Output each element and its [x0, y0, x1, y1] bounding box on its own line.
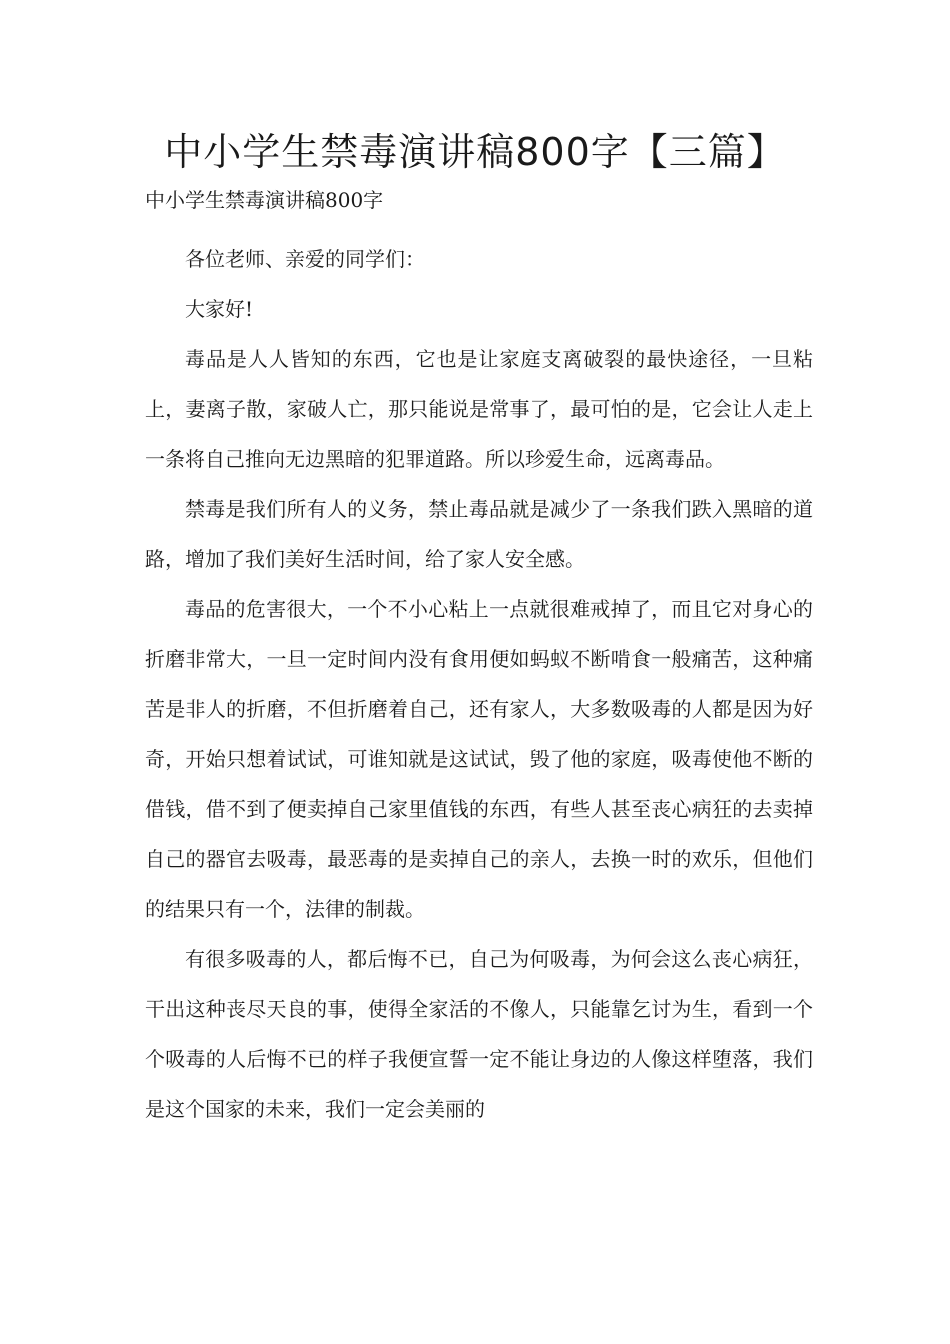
body-paragraph: 毒品的危害很大，一个不小心粘上一点就很难戒掉了，而且它对身心的折磨非常大，一旦一定时间内没有食用便如蚂蚁不断啃食一般痛苦，这种痛苦是非人的折磨，不但折磨着自己，还有家人，大多数吸毒的人都是因为好奇，开始只想着试试，可谁知就是这试试，毁了他的家庭，吸毒使他不断的借钱，借不到了便卖掉自己家里值钱的东西，有些人甚至丧心病狂的去卖掉自己的器官去吸毒，最恶毒的是卖掉自己的亲人，去换一时的欢乐，但他们的结果只有一个，法律的制裁。: [145, 597, 813, 921]
body-paragraph: 有很多吸毒的人，都后悔不已，自己为何吸毒，为何会这么丧心病狂，干出这种丧尽天良的事，使得全家活的不像人，只能靠乞讨为生，看到一个个吸毒的人后悔不已的样子我便宣誓一定不能让身边的人像这样堕落，我们是这个国家的未来，我们一定会美丽的: [145, 947, 813, 1121]
document-subtitle: 中小学生禁毒演讲稿800字: [145, 188, 384, 212]
greeting-paragraph: 各位老师、亲爱的同学们：: [185, 247, 425, 271]
salutation-paragraph: 大家好!: [185, 297, 254, 321]
body-paragraph: 禁毒是我们所有人的义务，禁止毒品就是减少了一条我们跌入黑暗的道路，增加了我们美好生活时间，给了家人安全感。: [145, 497, 813, 571]
document-body: [145, 234, 813, 1134]
body-paragraph: 毒品是人人皆知的东西，它也是让家庭支离破裂的最快途径，一旦粘上，妻离子散，家破人亡，那只能说是常事了，最可怕的是，它会让人走上一条将自己推向无边黑暗的犯罪道路。所以珍爱生命，远离毒品。: [145, 347, 813, 471]
document-title: 中小学生禁毒演讲稿800字【三篇】: [164, 130, 786, 174]
